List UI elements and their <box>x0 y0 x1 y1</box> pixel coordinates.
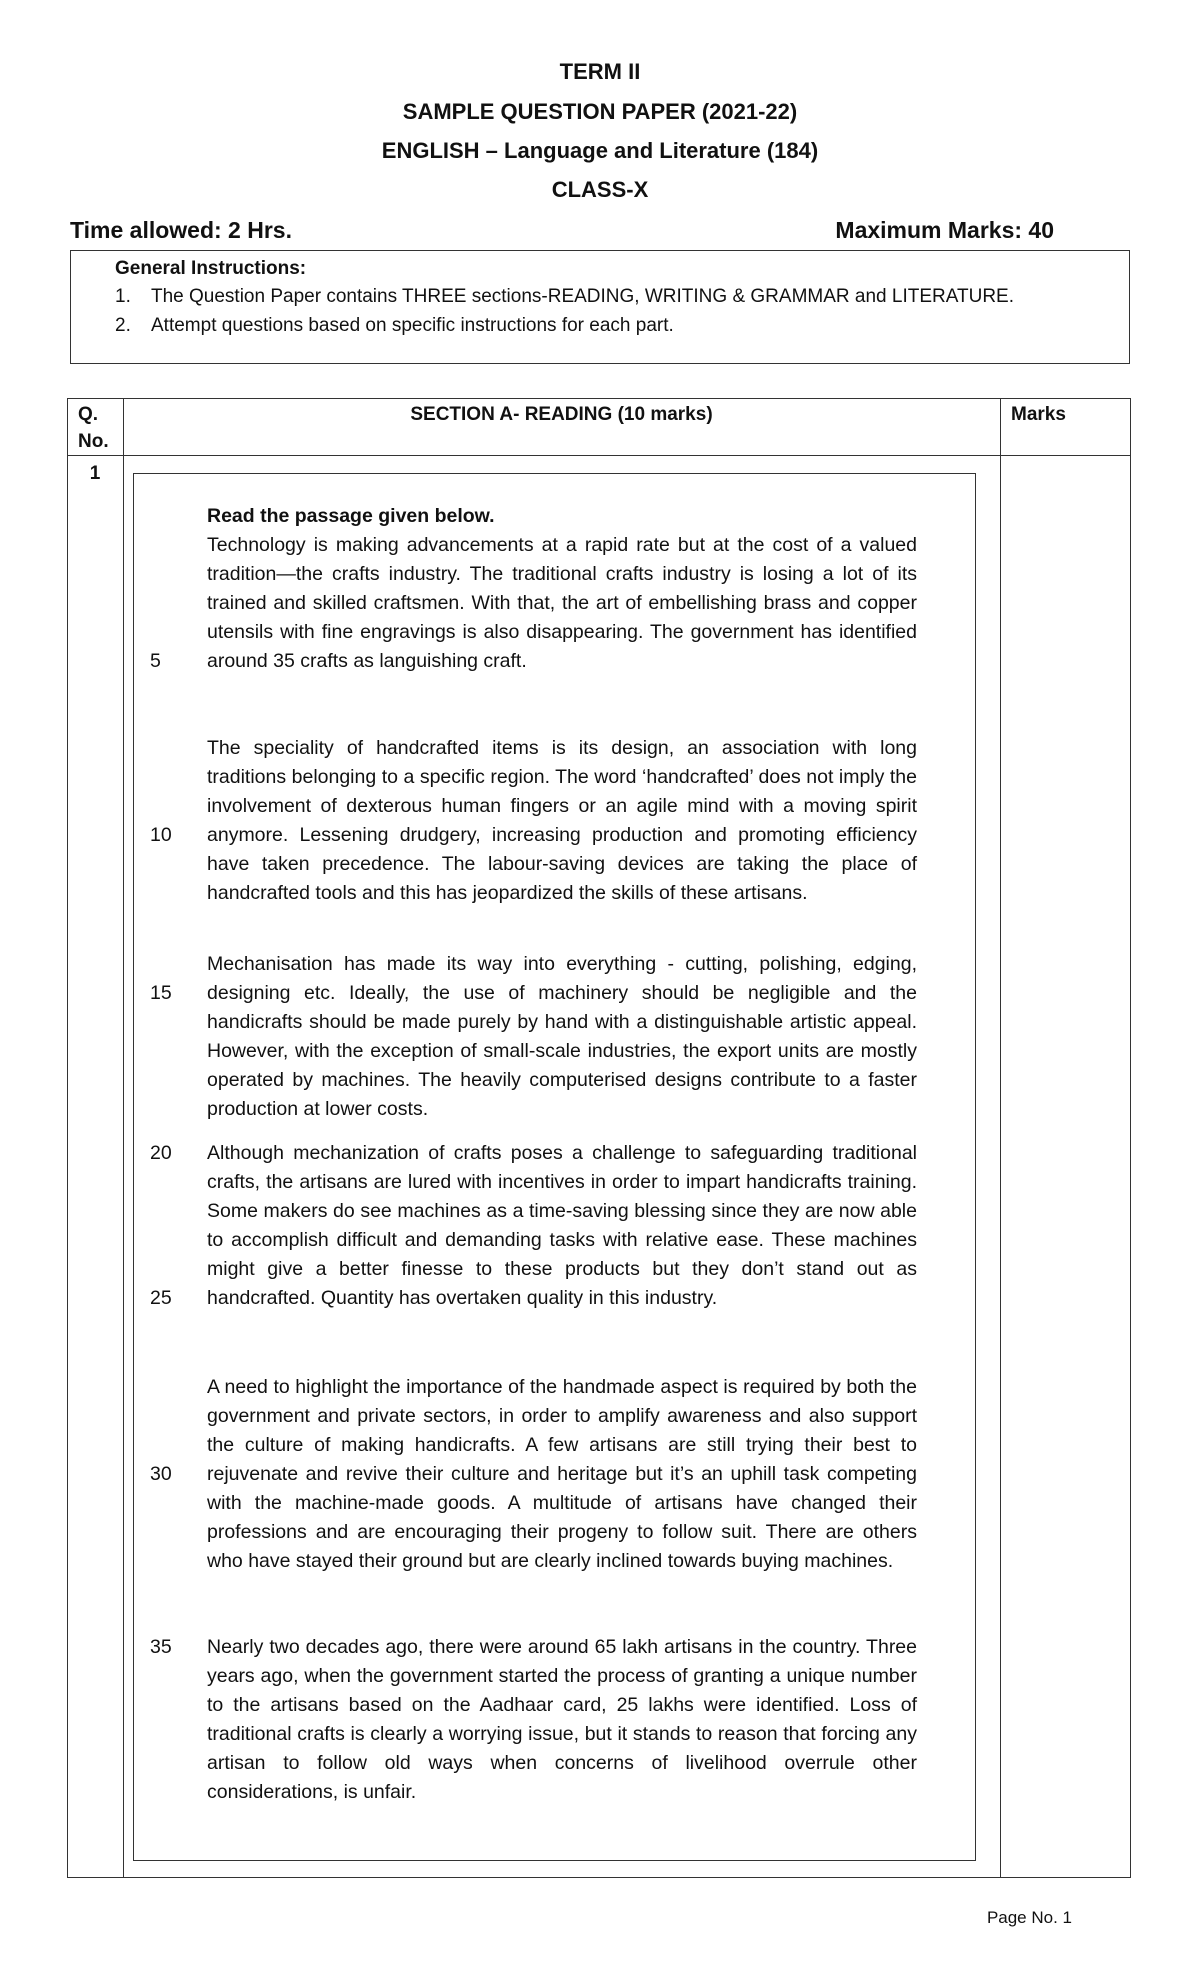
paper-class: CLASS-X <box>551 177 649 202</box>
paper-title: SAMPLE QUESTION PAPER (2021-22) <box>402 99 798 124</box>
instruction-number: 1. <box>115 286 131 307</box>
table-header-divider <box>67 455 1131 456</box>
line-number: 15 <box>150 982 172 1004</box>
paper-subject: ENGLISH – Language and Literature (184) <box>381 138 819 163</box>
instruction-item <box>115 313 674 339</box>
paper-term: TERM II <box>559 59 641 84</box>
passage-paragraph: The speciality of handcrafted items is its design, an association with long traditions belonging to a specific region. The word ‘handcrafted’ does not imply the involvement of dexterous human fingers or an agile mind with a moving spirit anymore. Lessening drudgery, increasing production and promoting efficiency have taken precedence. The labour-saving devices are taking the place of handcrafted tools and this has jeopardized the skills of these artisans. <box>207 737 917 904</box>
time-allowed: Time allowed: 2 Hrs. <box>70 217 292 243</box>
instruction-text: The Question Paper contains THREE sections-READING, WRITING & GRAMMAR and LITERATURE. <box>151 286 1014 307</box>
line-number: 35 <box>150 1636 172 1658</box>
passage-paragraph: Mechanisation has made its way into everything - cutting, polishing, edging, designing etc. Ideally, the use of machinery should be negligible and the handicrafts should be made purely by hand with a distinguishable artistic appeal. However, with the exception of small-scale industries, the export units are mostly operated by machines. The heavily computerised designs contribute to a faster production at lower costs. <box>207 953 917 1120</box>
line-number: 30 <box>150 1463 172 1485</box>
instruction-item <box>115 284 1014 310</box>
general-instructions-title: General Instructions: <box>115 258 307 279</box>
passage-paragraph: Technology is making advancements at a rapid rate but at the cost of a valued tradition—the crafts industry. The traditional crafts industry is losing a lot of its trained and skilled craftsmen. With that, the art of embellishing brass and copper utensils with fine engravings is also disappearing. The government has identified around 35 crafts as languishing craft. <box>207 534 917 672</box>
line-number: 25 <box>150 1287 172 1309</box>
column-header-qno: Q. No. <box>78 404 109 452</box>
page-number: Page No. 1 <box>986 1908 1072 1927</box>
instruction-number: 2. <box>115 315 131 336</box>
question-number: 1 <box>89 463 101 484</box>
table-divider <box>123 398 124 1878</box>
line-number: 5 <box>150 650 161 672</box>
passage-heading: Read the passage given below. <box>207 505 495 527</box>
instruction-text: Attempt questions based on specific instructions for each part. <box>151 315 674 336</box>
table-divider <box>1000 398 1001 1878</box>
passage-paragraph: Although mechanization of crafts poses a challenge to safeguarding traditional crafts, the artisans are lured with incentives in order to impart handicrafts training. Some makers do see machines as a time-saving blessing since they are now able to accomplish difficult and demanding tasks with relative ease. These machines might give a better finesse to these products but they don’t stand out as handcrafted. Quantity has overtaken quality in this industry. <box>207 1142 917 1309</box>
line-number: 10 <box>150 824 172 846</box>
passage-paragraph: Nearly two decades ago, there were around 65 lakh artisans in the country. Three years ago, when the government started the process of granting a unique number to the artisans based on the Aadhaar card, 25 lakhs were identified. Loss of traditional crafts is clearly a worrying issue, but it stands to reason that forcing any artisan to follow old ways when concerns of livelihood overrule other considerations, is unfair. <box>207 1636 917 1803</box>
maximum-marks: Maximum Marks: 40 <box>835 217 1054 243</box>
line-number: 20 <box>150 1142 172 1164</box>
column-header-marks: Marks <box>1011 404 1066 425</box>
passage-paragraph: A need to highlight the importance of the handmade aspect is required by both the government and private sectors, in order to amplify awareness and also support the culture of making handicrafts. A few artisans are still trying their best to rejuvenate and revive their culture and heritage but it’s an uphill task competing with the machine-made goods. A multitude of artisans have changed their professions and are encouraging their progeny to follow suit. There are others who have stayed their ground but are clearly inclined towards buying machines. <box>207 1376 917 1572</box>
column-header-section: SECTION A- READING (10 marks) <box>410 404 713 425</box>
